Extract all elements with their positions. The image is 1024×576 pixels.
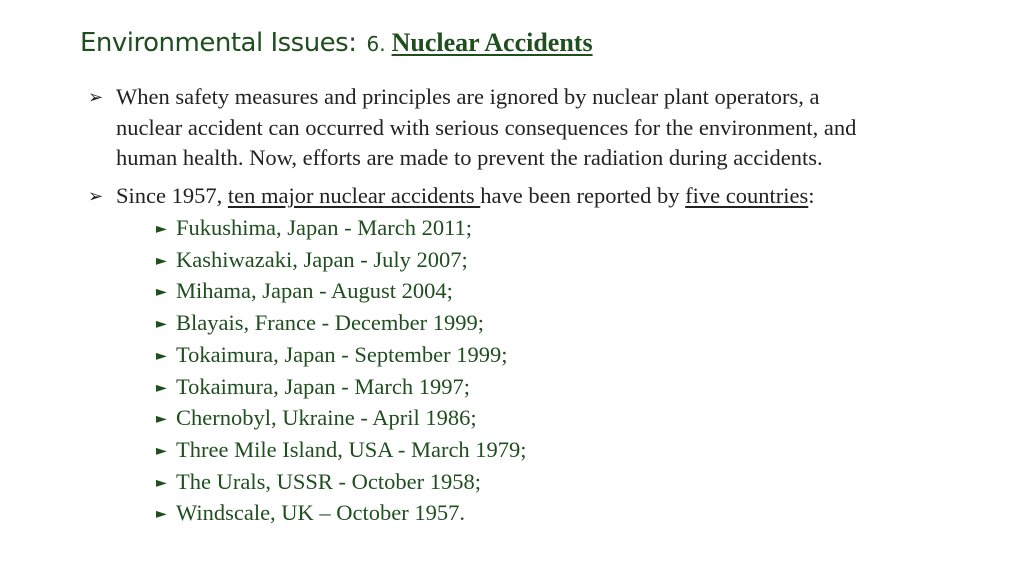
list-item [156, 308, 527, 340]
triangle-bullet-icon: ► [156, 284, 167, 301]
bullet-prefix: Since 1957, [116, 183, 228, 208]
bullet-text [116, 82, 856, 174]
bullet-line: human health. Now, efforts are made to prevent the radiation during accidents. [116, 145, 823, 170]
bullet-line: When safety measures and principles are ignored by nuclear plant operators, a [116, 84, 820, 109]
title-subtitle: Nuclear Accidents [391, 28, 593, 57]
bullet-text [116, 181, 815, 212]
list-item [156, 245, 527, 277]
accident-text: Chernobyl, Ukraine - April 1986; [176, 405, 477, 431]
bullet-suffix: : [808, 183, 815, 208]
bullet-line: nuclear accident can occurred with serious consequences for the environment, and [116, 114, 857, 140]
bullet-middle: have been reported by [480, 183, 686, 208]
triangle-bullet-icon: ► [156, 474, 167, 491]
list-item [156, 435, 527, 467]
accident-text: Blayais, France - December 1999; [176, 310, 485, 336]
title-number: 6. [366, 32, 386, 56]
title-colon: : [348, 28, 357, 58]
arrow-bullet-icon: ➢ [88, 87, 104, 108]
five-countries-link[interactable]: five countries [685, 183, 809, 208]
accident-text: Mihama, Japan - August 2004; [176, 278, 453, 304]
triangle-bullet-icon: ► [156, 221, 167, 237]
triangle-bullet-icon: ► [156, 506, 167, 523]
list-item [156, 403, 527, 435]
list-item [156, 276, 527, 308]
accident-text: Three Mile Island, USA - March 1979; [176, 436, 527, 462]
accident-text: Fukushima, Japan - March 2011; [176, 215, 472, 240]
accident-list [156, 213, 527, 530]
triangle-bullet-icon: ► [156, 442, 167, 459]
triangle-bullet-icon: ► [156, 411, 167, 428]
list-item [156, 213, 527, 245]
accident-text: Tokaimura, Japan - March 1997; [176, 373, 470, 399]
triangle-bullet-icon: ► [156, 347, 167, 364]
title-main: Environmental Issues [80, 28, 349, 58]
accident-text: The Urals, USSR - October 1958; [176, 468, 481, 494]
list-item [156, 467, 527, 499]
accident-text: Kashiwazaki, Japan - July 2007; [176, 246, 468, 272]
ten-major-accidents-link[interactable]: ten major nuclear accidents [227, 183, 481, 208]
slide-title [80, 28, 593, 58]
triangle-bullet-icon: ► [156, 316, 167, 333]
accident-text: Tokaimura, Japan - September 1999; [176, 341, 508, 367]
arrow-bullet-icon: ➢ [88, 186, 104, 207]
list-item [156, 372, 527, 404]
accident-text: Windscale, UK – October 1957. [176, 500, 466, 526]
list-item [156, 498, 527, 530]
list-item [156, 340, 527, 372]
triangle-bullet-icon: ► [156, 379, 167, 396]
triangle-bullet-icon: ► [156, 252, 167, 269]
